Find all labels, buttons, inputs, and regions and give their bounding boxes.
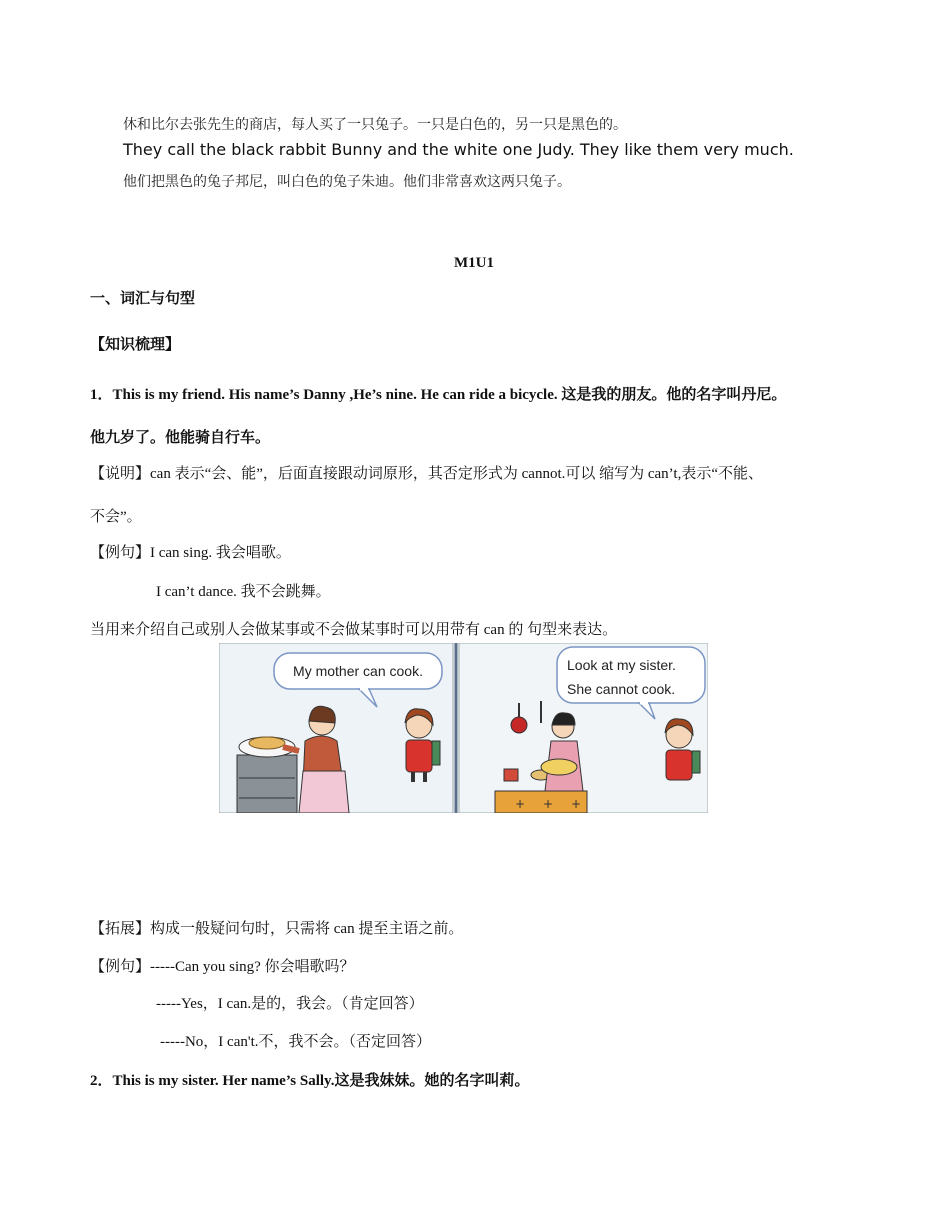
right-bubble-text-2: She cannot cook. xyxy=(567,681,676,697)
explain-line-1: 【说明】can 表示“会、能”，后面直接跟动词原形，其否定形式为 cannot.可以 缩写为 can’t,表示“不能、 xyxy=(90,466,763,482)
example-2-line-3: -----No，I can't.不，我不会。（否定回答） xyxy=(160,1034,431,1050)
svg-text:+: + xyxy=(515,797,526,811)
intro-line-2: They call the black rabbit Bunny and the white one Judy. They like them very much. xyxy=(123,140,794,159)
intro-line-3: 他们把黑色的兔子邦尼，叫白色的兔子朱迪。他们非常喜欢这两只兔子。 xyxy=(123,174,571,190)
section-title: 一、词汇与句型 xyxy=(90,291,196,307)
right-bubble-text-1: Look at my sister. xyxy=(567,657,676,673)
textbook-illustration xyxy=(219,643,708,813)
usage-note: 当用来介绍自己或别人会做某事或不会做某事时可以用带有 can 的 句型来表达。 xyxy=(90,622,618,638)
knowledge-label: 【知识梳理】 xyxy=(90,337,181,353)
intro-line-1: 休和比尔去张先生的商店，每人买了一只兔子。一只是白色的，另一只是黑色的。 xyxy=(123,117,627,133)
example-2-line-2: -----Yes，I can.是的，我会。（肯定回答） xyxy=(156,996,424,1012)
unit-title: M1U1 xyxy=(454,255,494,271)
example-1-line-2: I can’t dance. 我不会跳舞。 xyxy=(156,584,331,600)
svg-text:+: + xyxy=(543,797,554,811)
item-2: 2．This is my sister. Her name’s Sally.这是我妹妹。她的名字叫莉。 xyxy=(90,1073,530,1089)
left-bubble-text: My mother can cook. xyxy=(293,663,423,679)
item-1-line-1: 1．This is my friend. His name’s Danny ,He’s nine. He can ride a bicycle. 这是我的朋友。他的名字叫丹尼。 xyxy=(90,387,787,403)
svg-text:+: + xyxy=(571,797,582,811)
example-2-line-1: 【例句】-----Can you sing? 你会唱歌吗？ xyxy=(90,959,355,975)
extend-note: 【拓展】构成一般疑问句时，只需将 can 提至主语之前。 xyxy=(90,921,464,937)
item-1-line-2: 他九岁了。他能骑自行车。 xyxy=(90,430,271,446)
example-1-line-1: 【例句】I can sing. 我会唱歌。 xyxy=(90,545,291,561)
explain-line-2: 不会”。 xyxy=(90,509,142,525)
